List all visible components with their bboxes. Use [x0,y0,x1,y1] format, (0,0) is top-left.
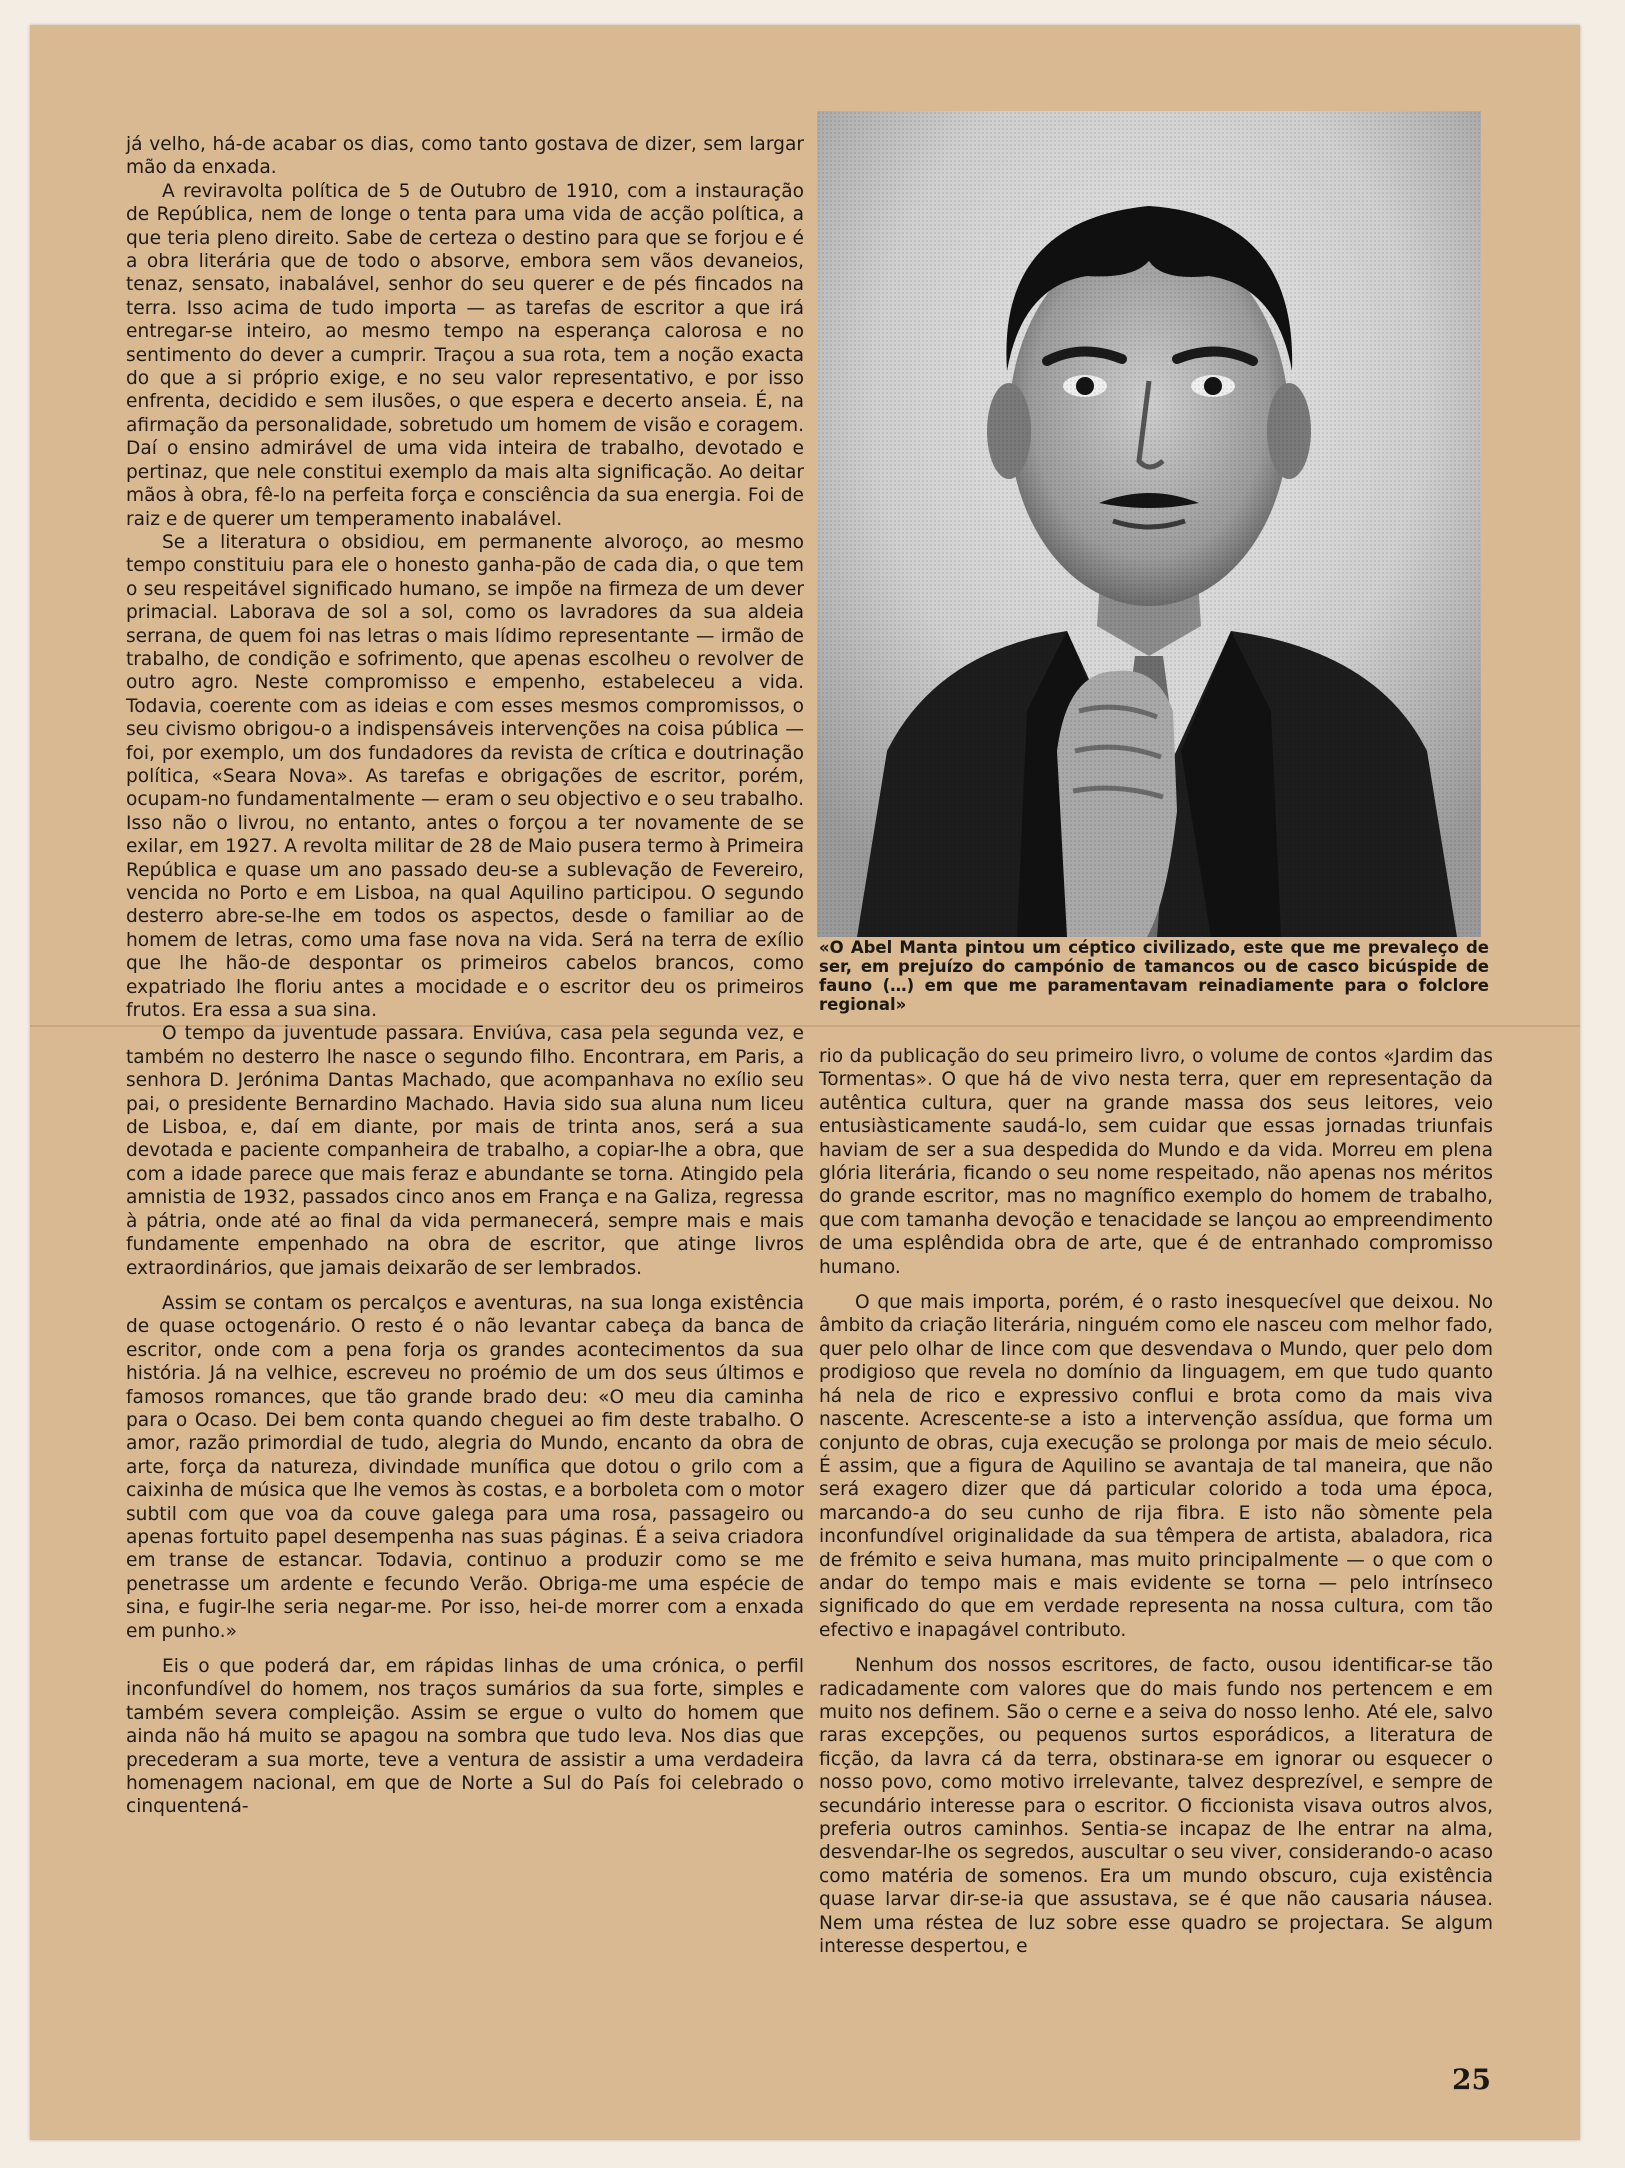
paragraph: Eis o que poderá dar, em rápidas linhas de uma crónica, o perfil inconfundível do homem, nos traços sumários da sua forte, simples e também severa compleição. Assim se ergue o vulto do homem que ainda não há muito se apagou na sombra que tudo leva. Nos dias que precederam a sua morte, teve a ventura de assistir a uma verdadeira homenagem nacional, em que de Norte a Sul do País foi celebrado o cinquentená- [126,1656,804,1818]
paragraph: O tempo da juventude passara. Enviúva, casa pela segunda vez, e também no desterro lhe nasce o segundo filho. Encontrara, em Paris, a senhora D. Jerónima Dantas Machado, que acompanhava no exílio seu pai, o presidente Bernardino Machado. Havia sido sua aluna num liceu de Lisboa, e, daí em diante, por mais de trinta anos, será a sua devotada e paciente companheira de trabalho, a copiar-lhe a obra, que com a idade parece que mais feraz e abundante se torna. Atingido pela amnistia de 1932, passados cinco anos em França e na Galiza, regressa à pátria, onde até ao final da vida permanecerá, sempre mais e mais fundamente empenhado na obra de escritor, que atinge livros extraordinários, que jamais deixarão de ser lembrados. [126,1023,804,1279]
paragraph: O que mais importa, porém, é o rasto inesquecível que deixou. No âmbito da criação literária, ninguém como ele nasceu com melhor fado, quer pelo olhar de lince com que desvendava o Mundo, quer pelo dom prodigioso que revela no domínio da linguagem, em que tudo quanto há nela de rico e expressivo conflui e brota como da mais viva nascente. Acrescente-se a isto a intervenção assídua, que forma um conjunto de obras, cuja execução se prolonga por mais de meio século. É assim, que a figura de Aquilino se avantaja de tal maneira, que não será exagero dizer que dá particular colorido a toda uma época, marcando-a do seu cunho de rija fibra. E isto não sòmente pela inconfundível originalidade da sua têmpera de artista, abaladora, rica de frémito e seiva humana, mas muito principalmente — o que com o andar do tempo mais e mais evidente se torna — pelo intrínseco significado do que em verdade representa na nossa cultura, com tão efectivo e inapagável contributo. [819,1292,1493,1641]
paragraph: já velho, há-de acabar os dias, como tanto gostava de dizer, sem largar mão da enxada. [126,134,804,179]
paragraph: Assim se contam os percalços e aventuras, na sua longa existência de quase octogenário. O resto é o não levantar cabeça da banca de escritor, onde com a pena forja os grandes acontecimentos da sua história. Já na velhice, escreveu no proémio de um dos seus últimos e famosos romances, que tão grande brado deu: «O meu dia caminha para o Ocaso. Dei bem conta quando cheguei ao fim deste trabalho. O amor, razão primordial de tudo, alegria do Mundo, encanto da obra de arte, força da natureza, divindade munífica que dotou o grilo com a caixinha de música que lhe vemos às costas, e a borboleta com o motor subtil com que voa da couve galega para uma rosa, passageiro ou apenas fortuito papel desempenha nas suas páginas. É a seiva criadora em transe de estancar. Todavia, continuo a produzir como se me penetrasse um ardente e fecundo Verão. Obriga-me uma espécie de sina, e fugir-lhe seria negar-me. Por isso, hei-de morrer com a enxada em punho.» [126,1292,804,1642]
article-left-column [126,133,804,1819]
article-right-column [819,1045,1493,1958]
photo-caption: «O Abel Manta pintou um céptico civilizado, este que me prevaleço de ser, em prejuízo do campónio de tamancos ou de casco bicúspide de fauno (…) em que me paramentavam reinadiamente para o folclore regional» [819,938,1489,1014]
paragraph: A reviravolta política de 5 de Outubro de 1910, com a instauração de República, nem de longe o tenta para uma vida de acção política, a que teria pleno direito. Sabe de certeza o destino para que se forjou e é a obra literária que de todo o absorve, embora sem vãos devaneios, tenaz, sensato, inabalável, senhor do seu querer e de pés fincados na terra. Isso acima de tudo importa — as tarefas de escritor a que irá entregar-se inteiro, ao mesmo tempo na esperança calorosa e no sentimento do dever a cumprir. Traçou a sua rota, tem a noção exacta do que a si próprio exige, e no seu valor representativo, e por isso enfrenta, decidido e sem ilusões, o que espera e decerto anseia. É, na afirmação da personalidade, sobretudo um homem de visão e coragem. Daí o ensino admirável de uma vida inteira de trabalho, devotado e pertinaz, que nele constitui exemplo da mais alta significação. Ao deitar mãos à obra, fê-lo na perfeita força e consciência da sua energia. Foi de raiz e de querer um temperamento inabalável. [126,180,804,530]
paragraph: rio da publicação do seu primeiro livro, o volume de contos «Jardim das Tormentas». O que há de vivo nesta terra, quer em representação da autêntica cultura, quer na grande massa dos seus leitores, veio entusiàsticamente saudá-lo, sem cuidar que essas jornadas triunfais haviam de ser a sua despedida do Mundo e da vida. Morreu em plena glória literária, ficando o seu nome respeitado, não apenas nos méritos do grande escritor, mas no magnífico exemplo do homem de trabalho, que com tamanha devoção e tenacidade se lançou ao empreendimento de uma esplêndida obra de arte, que é de entranhado compromisso humano. [819,1046,1493,1278]
paragraph: Se a literatura o obsidiou, em permanente alvoroço, ao mesmo tempo constituiu para ele o honesto ganha-pão de cada dia, o que tem o seu respeitável significado humano, se impõe na firmeza de um dever primacial. Laborava de sol a sol, como os lavradores da sua aldeia serrana, de quem foi nas letras o mais lídimo representante — irmão de trabalho, de condição e sofrimento, que apenas escolheu o revolver de outro agro. Neste compromisso e empenho, estabeleceu a vida. Todavia, coerente com as ideias e com esses mesmos compromissos, o seu civismo obrigou-o a indispensáveis intervenções na coisa pública — foi, por exemplo, um dos fundadores da revista de crítica e doutrinação política, «Seara Nova». As tarefas e obrigações de escritor, porém, ocupam-no fundamentalmente — eram o seu objectivo e o seu trabalho. Isso não o livrou, no entanto, antes o forçou a ter novamente de se exilar, em 1927. A revolta militar de 28 de Maio pusera termo à Primeira República e quase um ano passado deu-se a sublevação de Fevereiro, vencida no Porto e em Lisboa, na qual Aquilino participou. O segundo desterro abre-se-lhe em todos os aspectos, desde o familiar ao de homem de letras, como uma fase nova na vida. Será na terra de exílio que lhe hão-de despontar os primeiros cabelos brancos, como expatriado lhe floriu antes a mocidade e o escritor deu os primeiros frutos. Era essa a sua sina. [126,531,804,1022]
paragraph: Nenhum dos nossos escritores, de facto, ousou identificar-se tão radicadamente com valores que do mais fundo nos pertencem e em muito nos definem. São o cerne e a seiva do nosso lenho. Até ele, salvo raras excepções, ou pequenos surtos esporádicos, a literatura de ficção, da lavra cá da terra, obstinara-se em ignorar ou esquecer o nosso povo, como motivo irrelevante, talvez desprezível, e sempre de secundário interesse para o escritor. O ficcionista visava outros alvos, preferia outros caminhos. Sentia-se incapaz de lhe entrar na alma, desvendar-lhe os segredos, auscultar o seu viver, considerando-o acaso como matéria de somenos. Era um mundo obscuro, cuja existência quase larvar dir-se-ia que assustava, se é que não causaria náusea. Nem uma réstea de luz sobre esse quadro se projectara. Se algum interesse despertou, e [819,1655,1493,1958]
author-portrait-photo [817,111,1481,937]
magazine-page [30,25,1580,2140]
page-number: 25 [1452,2063,1491,2096]
